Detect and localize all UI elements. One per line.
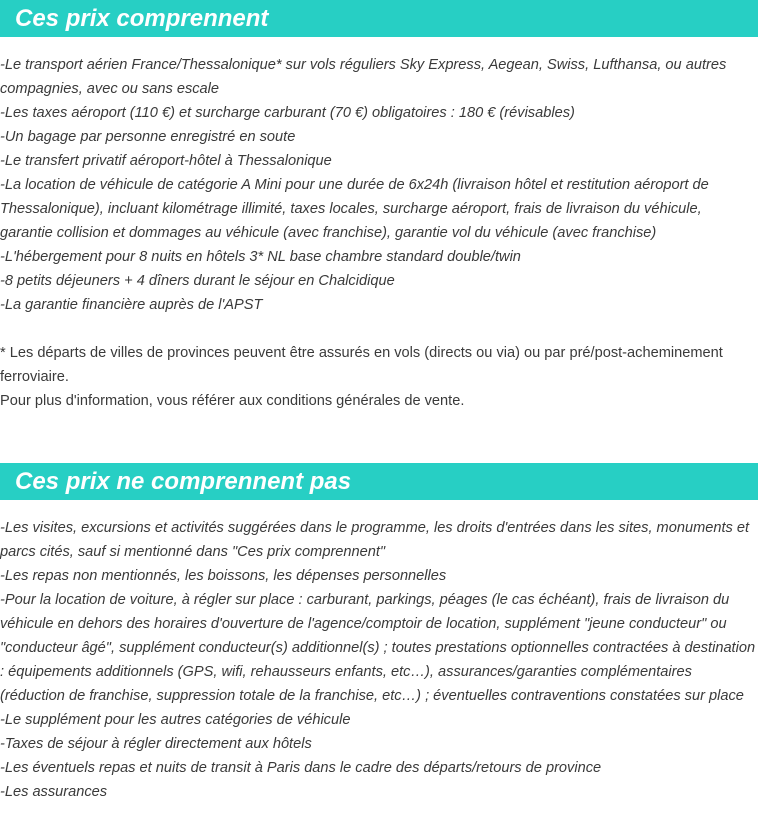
included-footnote: * Les départs de villes de provinces peuvent être assurés en vols (directs ou via) ou par pré/post-acheminement ferroviaire.	[0, 345, 723, 385]
spacer	[0, 317, 758, 341]
included-section-header: Ces prix comprennent	[0, 0, 758, 37]
included-item: -8 petits déjeuners + 4 dîners durant le séjour en Chalcidique	[0, 273, 395, 289]
included-item: -Les taxes aéroport (110 €) et surcharge carburant (70 €) obligatoires : 180 € (révisables)	[0, 105, 575, 121]
included-item: -L'hébergement pour 8 nuits en hôtels 3* NL base chambre standard double/twin	[0, 249, 521, 265]
included-item: -La garantie financière auprès de l'APST	[0, 297, 263, 313]
conditions-info: Pour plus d'information, vous référer aux conditions générales de vente.	[0, 393, 465, 409]
excluded-content	[0, 516, 758, 804]
included-item: -Le transport aérien France/Thessalonique* sur vols réguliers Sky Express, Aegean, Swiss, Lufthansa, ou autres compagnies, avec ou sans escale	[0, 57, 727, 97]
excluded-item: -Les visites, excursions et activités suggérées dans le programme, les droits d'entrées dans les sites, monuments et parcs cités, sauf si mentionné dans "Ces prix comprennent"	[0, 520, 750, 560]
included-item: -La location de véhicule de catégorie A Mini pour une durée de 6x24h (livraison hôtel et restitution aéroport de Thessalonique), incluant kilométrage illimité, taxes locales, surcharge aéroport, frais de livraison du véhicule, garantie collision et dommages au véhicule (avec franchise), garantie vol du véhicule (avec franchise)	[0, 177, 709, 241]
included-content	[0, 53, 758, 413]
excluded-item: -Taxes de séjour à régler directement aux hôtels	[0, 736, 312, 752]
included-item: -Le transfert privatif aéroport-hôtel à Thessalonique	[0, 153, 332, 169]
excluded-item: -Pour la location de voiture, à régler sur place : carburant, parkings, péages (le cas échéant), frais de livraison du véhicule en dehors des horaires d'ouverture de l'agence/comptoir de location, supplément "jeune conducteur" ou "conducteur âgé", supplément conducteur(s) additionnel(s) ; toutes prestations optionnelles contractées à destination : équipements additionnels (GPS, wifi, rehausseurs enfants, etc…), assurances/garanties complémentaires (réduction de franchise, suppression totale de la franchise, etc…) ; éventuelles contraventions constatées sur place	[0, 592, 756, 704]
excluded-item: -Le supplément pour les autres catégories de véhicule	[0, 712, 351, 728]
excluded-item: -Les assurances	[0, 784, 108, 800]
excluded-item: -Les repas non mentionnés, les boissons, les dépenses personnelles	[0, 568, 447, 584]
included-item: -Un bagage par personne enregistré en soute	[0, 129, 296, 145]
excluded-section-header: Ces prix ne comprennent pas	[0, 463, 758, 500]
excluded-item: -Les éventuels repas et nuits de transit à Paris dans le cadre des départs/retours de province	[0, 760, 602, 776]
